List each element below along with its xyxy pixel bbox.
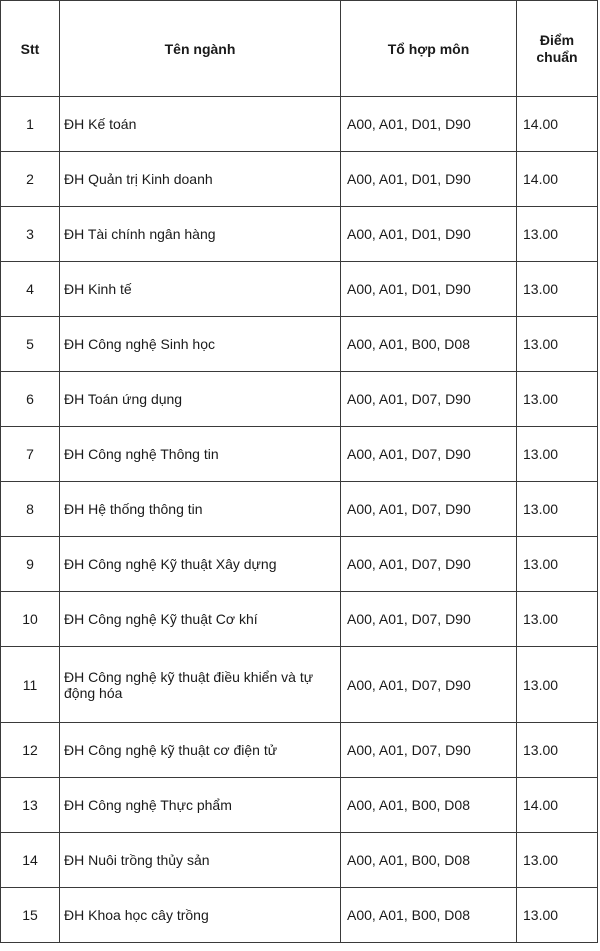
row-benchmark-score: 14.00 <box>517 152 598 207</box>
row-benchmark-score: 13.00 <box>517 537 598 592</box>
table-row <box>1 207 598 262</box>
row-subject-combination: A00, A01, D07, D90 <box>341 723 517 778</box>
row-benchmark-score: 13.00 <box>517 592 598 647</box>
row-subject-combination: A00, A01, D07, D90 <box>341 427 517 482</box>
row-stt: 3 <box>1 207 60 262</box>
row-major-name: ĐH Quản trị Kinh doanh <box>60 152 341 207</box>
header-stt: Stt <box>1 1 60 97</box>
table-row <box>1 372 598 427</box>
row-subject-combination: A00, A01, B00, D08 <box>341 888 517 943</box>
row-stt: 7 <box>1 427 60 482</box>
row-stt: 4 <box>1 262 60 317</box>
row-stt: 5 <box>1 317 60 372</box>
row-benchmark-score: 13.00 <box>517 262 598 317</box>
row-major-name: ĐH Công nghệ Thông tin <box>60 427 341 482</box>
row-subject-combination: A00, A01, D07, D90 <box>341 647 517 723</box>
row-benchmark-score: 13.00 <box>517 372 598 427</box>
row-major-name: ĐH Tài chính ngân hàng <box>60 207 341 262</box>
table-row <box>1 317 598 372</box>
row-subject-combination: A00, A01, D07, D90 <box>341 537 517 592</box>
row-subject-combination: A00, A01, D01, D90 <box>341 97 517 152</box>
row-stt: 10 <box>1 592 60 647</box>
row-benchmark-score: 13.00 <box>517 833 598 888</box>
row-stt: 11 <box>1 647 60 723</box>
row-benchmark-score: 13.00 <box>517 482 598 537</box>
row-stt: 14 <box>1 833 60 888</box>
row-subject-combination: A00, A01, D01, D90 <box>341 262 517 317</box>
row-benchmark-score: 13.00 <box>517 723 598 778</box>
row-stt: 1 <box>1 97 60 152</box>
table-row <box>1 723 598 778</box>
row-major-name: ĐH Kinh tế <box>60 262 341 317</box>
row-major-name: ĐH Công nghệ kỹ thuật điều khiển và tự động hóa <box>60 647 341 723</box>
row-stt: 12 <box>1 723 60 778</box>
row-major-name: ĐH Khoa học cây trồng <box>60 888 341 943</box>
table-row <box>1 778 598 833</box>
row-subject-combination: A00, A01, B00, D08 <box>341 317 517 372</box>
table-row <box>1 262 598 317</box>
row-subject-combination: A00, A01, B00, D08 <box>341 833 517 888</box>
row-stt: 13 <box>1 778 60 833</box>
row-stt: 2 <box>1 152 60 207</box>
row-major-name: ĐH Công nghệ Sinh học <box>60 317 341 372</box>
row-benchmark-score: 14.00 <box>517 778 598 833</box>
row-subject-combination: A00, A01, D01, D90 <box>341 207 517 262</box>
row-benchmark-score: 14.00 <box>517 97 598 152</box>
row-major-name: ĐH Nuôi trồng thủy sản <box>60 833 341 888</box>
table-row <box>1 152 598 207</box>
row-subject-combination: A00, A01, D07, D90 <box>341 372 517 427</box>
row-benchmark-score: 13.00 <box>517 207 598 262</box>
table-header-row <box>1 1 598 97</box>
row-stt: 9 <box>1 537 60 592</box>
row-major-name: ĐH Công nghệ Kỹ thuật Cơ khí <box>60 592 341 647</box>
row-major-name: ĐH Toán ứng dụng <box>60 372 341 427</box>
row-benchmark-score: 13.00 <box>517 317 598 372</box>
table-row <box>1 592 598 647</box>
row-subject-combination: A00, A01, D07, D90 <box>341 482 517 537</box>
row-stt: 6 <box>1 372 60 427</box>
row-major-name: ĐH Công nghệ Kỹ thuật Xây dựng <box>60 537 341 592</box>
table-row <box>1 888 598 943</box>
table-row <box>1 482 598 537</box>
table-row <box>1 833 598 888</box>
header-subject-combination: Tổ hợp môn <box>341 1 517 97</box>
header-score-line1: Điểm <box>539 31 575 48</box>
row-benchmark-score: 13.00 <box>517 427 598 482</box>
row-stt: 8 <box>1 482 60 537</box>
header-score-line2: chuẩn <box>536 48 578 65</box>
header-benchmark-score <box>517 1 598 97</box>
table-row <box>1 427 598 482</box>
row-major-name: ĐH Công nghệ Thực phẩm <box>60 778 341 833</box>
row-major-name: ĐH Hệ thống thông tin <box>60 482 341 537</box>
row-stt: 15 <box>1 888 60 943</box>
table-row <box>1 647 598 723</box>
header-major-name: Tên ngành <box>60 1 341 97</box>
row-subject-combination: A00, A01, D01, D90 <box>341 152 517 207</box>
row-benchmark-score: 13.00 <box>517 888 598 943</box>
row-major-name: ĐH Công nghệ kỹ thuật cơ điện tử <box>60 723 341 778</box>
table-row <box>1 537 598 592</box>
row-subject-combination: A00, A01, B00, D08 <box>341 778 517 833</box>
row-benchmark-score: 13.00 <box>517 647 598 723</box>
row-subject-combination: A00, A01, D07, D90 <box>341 592 517 647</box>
table-row <box>1 97 598 152</box>
row-major-name: ĐH Kế toán <box>60 97 341 152</box>
